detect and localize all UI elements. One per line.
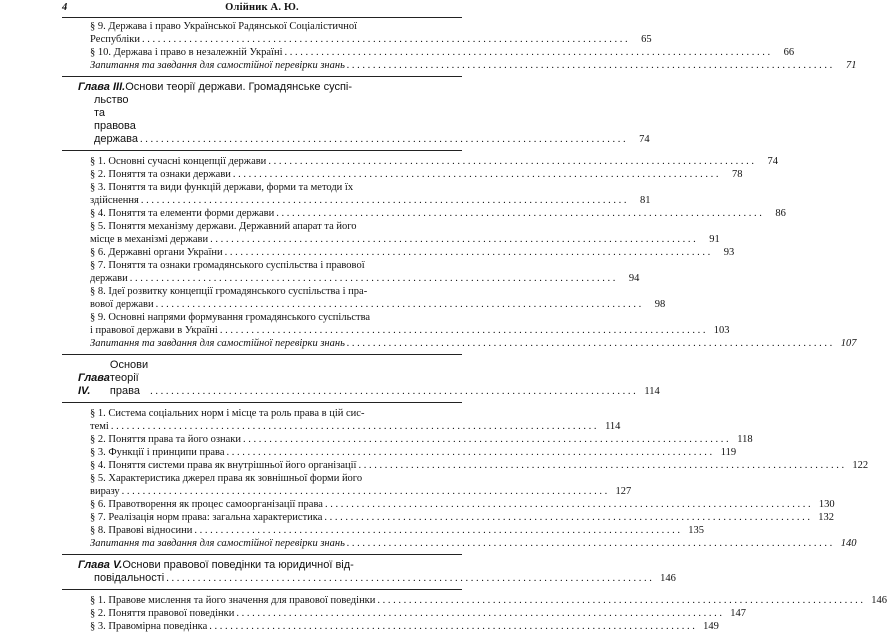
dot-leader: . . . . . . . . . . . . . . . . . . . . . . . . . . . . . . . . . . . . . . . . . . . . . . . . . . . . . . . . . . . . . . . . . . . . . . . . . . . . . . . . . . . . . . . . . . . . . bbox=[226, 447, 713, 458]
toc-page-number: 119 bbox=[720, 447, 737, 458]
toc-page-number: 74 bbox=[639, 134, 650, 145]
dot-leader: . . . . . . . . . . . . . . . . . . . . . . . . . . . . . . . . . . . . . . . . . . . . . . . . . . . . . . . . . . . . . . . . . . . . . . . . . . . . . . . . . . . . . . . . . . . . . bbox=[140, 195, 627, 206]
chapter-heading bbox=[62, 559, 676, 585]
chapter-title-cont: повідальності bbox=[94, 572, 165, 584]
toc-entry-text: § 1. Основні сучасні концепції держави bbox=[90, 156, 267, 167]
toc-page-number: 86 bbox=[775, 208, 786, 219]
toc-entry bbox=[62, 207, 786, 220]
toc-entry-text: § 5. Поняття механізму держави. Державний апарат та його bbox=[90, 221, 357, 232]
chapter-title: Основи правової поведінки та юридичної від- bbox=[122, 559, 354, 571]
toc-entry bbox=[62, 407, 621, 433]
toc-page-number: 146 bbox=[871, 595, 887, 606]
dot-leader: . . . . . . . . . . . . . . . . . . . . . . . . . . . . . . . . . . . . . . . . . . . . . . . . . . . . . . . . . . . . . . . . . . . . . . . . . . . . . . . . . . . . . . . . . . . . . bbox=[129, 273, 616, 284]
toc-entry-line bbox=[90, 246, 735, 259]
chapter-heading bbox=[62, 359, 660, 398]
toc-entry bbox=[62, 46, 795, 59]
toc-page-number: 122 bbox=[852, 460, 869, 471]
toc-entry-text: § 3. Функції і принципи права bbox=[90, 447, 225, 458]
chapter-divider bbox=[62, 554, 462, 555]
chapter-divider bbox=[62, 354, 462, 355]
dot-leader: . . . . . . . . . . . . . . . . . . . . . . . . . . . . . . . . . . . . . . . . . . . . . . . . . . . . . . . . . . . . . . . . . . . . . . . . . . . . . . . . . . . . . . . . . . . . . bbox=[121, 486, 608, 497]
toc-entry-text: Запитання та завдання для самостійної перевірки знань bbox=[90, 60, 345, 71]
toc-entry bbox=[62, 433, 753, 446]
toc-entry-line bbox=[90, 298, 666, 311]
dot-leader: . . . . . . . . . . . . . . . . . . . . . . . . . . . . . . . . . . . . . . . . . . . . . . . . . . . . . . . . . . . . . . . . . . . . . . . . . . . . . . . . . . . . . . . . . . . . . bbox=[150, 386, 636, 397]
toc-entry-text: § 10. Держава і право в незалежній Україні bbox=[90, 47, 283, 58]
toc-page-number: 135 bbox=[688, 525, 704, 536]
toc-entry bbox=[62, 155, 778, 168]
toc-entry bbox=[62, 259, 640, 285]
chapter-divider bbox=[62, 402, 462, 403]
toc-entry bbox=[62, 311, 730, 337]
toc-entry-text: Республіки bbox=[90, 34, 140, 45]
toc-page-number: 81 bbox=[639, 195, 651, 206]
chapter-heading-line bbox=[78, 81, 462, 94]
chapter-title: Основи теорії права bbox=[109, 359, 149, 397]
dot-leader: . . . . . . . . . . . . . . . . . . . . . . . . . . . . . . . . . . . . . . . . . . . . . . . . . . . . . . . . . . . . . . . . . . . . . . . . . . . . . . . . . . . . . . . . . . . . . bbox=[358, 460, 845, 471]
toc-entry bbox=[62, 472, 632, 498]
toc-entry-line bbox=[90, 207, 786, 220]
toc-entry-text: держави bbox=[90, 273, 128, 284]
toc-page-number: 91 bbox=[709, 234, 720, 245]
review-questions-entry bbox=[62, 537, 857, 550]
toc-entry-text: Запитання та завдання для самостійної перевірки знань bbox=[90, 338, 345, 349]
dot-leader: . . . . . . . . . . . . . . . . . . . . . . . . . . . . . . . . . . . . . . . . . . . . . . . . . . . . . . . . . . . . . . . . . . . . . . . . . . . . . . . . . . . . . . . . . . . . . bbox=[346, 538, 833, 549]
toc-entry bbox=[62, 607, 747, 620]
toc-entry bbox=[62, 511, 835, 524]
toc-page-number: 107 bbox=[840, 338, 857, 349]
toc-entry bbox=[62, 168, 743, 181]
toc-entry bbox=[62, 524, 704, 537]
toc-entry-line bbox=[90, 337, 857, 350]
toc-entry-text: § 9. Держава і право Української Радянської Соціалістичної bbox=[90, 21, 358, 32]
toc-entry-text: § 9. Основні напрями формування громадянського суспільства bbox=[90, 312, 371, 323]
dot-leader: . . . . . . . . . . . . . . . . . . . . . . . . . . . . . . . . . . . . . . . . . . . . . . . . . . . . . . . . . . . . . . . . . . . . . . . . . . . . . . . . . . . . . . . . . . . . . bbox=[110, 421, 597, 432]
dot-leader: . . . . . . . . . . . . . . . . . . . . . . . . . . . . . . . . . . . . . . . . . . . . . . . . . . . . . . . . . . . . . . . . . . . . . . . . . . . . . . . . . . . . . . . . . . . . . bbox=[346, 60, 833, 71]
dot-leader: . . . . . . . . . . . . . . . . . . . . . . . . . . . . . . . . . . . . . . . . . . . . . . . . . . . . . . . . . . . . . . . . . . . . . . . . . . . . . . . . . . . . . . . . . . . . . bbox=[141, 34, 628, 45]
dot-leader: . . . . . . . . . . . . . . . . . . . . . . . . . . . . . . . . . . . . . . . . . . . . . . . . . . . . . . . . . . . . . . . . . . . . . . . . . . . . . . . . . . . . . . . . . . . . . bbox=[224, 247, 711, 258]
dot-leader: . . . . . . . . . . . . . . . . . . . . . . . . . . . . . . . . . . . . . . . . . . . . . . . . . . . . . . . . . . . . . . . . . . . . . . . . . . . . . . . . . . . . . . . . . . . . . bbox=[284, 47, 771, 58]
toc-entry-text: § 6. Державні органи України bbox=[90, 247, 223, 258]
chapter-divider bbox=[62, 589, 462, 590]
toc-entry-text: § 1. Правове мислення та його значення для правової поведінки bbox=[90, 595, 376, 606]
toc-entry-text: і правової держави в Україні bbox=[90, 325, 218, 336]
review-questions-entry bbox=[62, 59, 857, 72]
toc-entry bbox=[62, 220, 720, 246]
toc-entry-line bbox=[90, 168, 743, 181]
toc-entry-line bbox=[90, 446, 737, 459]
toc-entry-text: § 6. Правотворення як процес самоорганізації права bbox=[90, 499, 323, 510]
dot-leader: . . . . . . . . . . . . . . . . . . . . . . . . . . . . . . . . . . . . . . . . . . . . . . . . . . . . . . . . . . . . . . . . . . . . . . . . . . . . . . . . . . . . . . . . . . . . . bbox=[346, 338, 833, 349]
toc-entry-text: § 2. Поняття та ознаки держави bbox=[90, 169, 231, 180]
toc-page-number: 66 bbox=[783, 47, 795, 58]
toc-entry bbox=[62, 446, 737, 459]
dot-leader: . . . . . . . . . . . . . . . . . . . . . . . . . . . . . . . . . . . . . . . . . . . . . . . . . . . . . . . . . . . . . . . . . . . . . . . . . . . . . . . . . . . . . . . . . . . . . bbox=[209, 621, 695, 632]
review-questions-entry bbox=[62, 337, 857, 350]
dot-leader: . . . . . . . . . . . . . . . . . . . . . . . . . . . . . . . . . . . . . . . . . . . . . . . . . . . . . . . . . . . . . . . . . . . . . . . . . . . . . . . . . . . . . . . . . . . . . bbox=[324, 499, 811, 510]
running-header bbox=[62, 3, 462, 18]
chapter-label: Глава III. bbox=[78, 81, 126, 93]
toc-entry-line bbox=[90, 485, 632, 498]
toc-entry-line bbox=[90, 59, 857, 72]
toc-page-number: 114 bbox=[644, 386, 660, 397]
toc-entry-text: § 4. Поняття системи права як внутрішньої його організації bbox=[90, 460, 357, 471]
toc-entry-text: § 7. Поняття та ознаки громадянського суспільства і правової bbox=[90, 260, 365, 271]
toc-entry-line bbox=[90, 194, 651, 207]
toc-entry-line bbox=[90, 324, 730, 337]
toc-entry-text: § 4. Поняття та елементи форми держави bbox=[90, 208, 275, 219]
toc-page-number: 65 bbox=[641, 34, 652, 45]
toc-entry bbox=[62, 620, 719, 633]
toc-entry bbox=[62, 20, 652, 46]
chapter-heading-line bbox=[78, 359, 660, 398]
chapter-title-cont: льство та правова держава bbox=[94, 94, 138, 145]
toc-entry-text: темі bbox=[90, 421, 109, 432]
dot-leader: . . . . . . . . . . . . . . . . . . . . . . . . . . . . . . . . . . . . . . . . . . . . . . . . . . . . . . . . . . . . . . . . . . . . . . . . . . . . . . . . . . . . . . . . . . . . . bbox=[377, 595, 864, 606]
toc-entry-line bbox=[90, 233, 720, 246]
toc-page-number: 132 bbox=[818, 512, 835, 523]
chapter-divider bbox=[62, 150, 462, 151]
chapter-divider bbox=[62, 76, 462, 77]
toc-page-number: 98 bbox=[654, 299, 666, 310]
toc-page-number: 114 bbox=[605, 421, 621, 432]
chapter-title: Основи теорії держави. Громадянське суспі- bbox=[125, 81, 353, 93]
toc-entry-text: § 7. Реалізація норм права: загальна характеристика bbox=[90, 512, 323, 523]
dot-leader: . . . . . . . . . . . . . . . . . . . . . . . . . . . . . . . . . . . . . . . . . . . . . . . . . . . . . . . . . . . . . . . . . . . . . . . . . . . . . . . . . . . . . . . . . . . . . bbox=[166, 573, 652, 584]
toc-entry-line bbox=[90, 33, 652, 46]
chapter-heading-line bbox=[78, 559, 462, 572]
dot-leader: . . . . . . . . . . . . . . . . . . . . . . . . . . . . . . . . . . . . . . . . . . . . . . . . . . . . . . . . . . . . . . . . . . . . . . . . . . . . . . . . . . . . . . . . . . . . . bbox=[232, 169, 719, 180]
toc-entry-text: § 3. Поняття та види функцій держави, форми та методи їх bbox=[90, 182, 354, 193]
toc-entry-line bbox=[90, 537, 857, 550]
toc-entry-line bbox=[90, 272, 640, 285]
table-of-contents bbox=[62, 20, 887, 633]
toc-entry-line bbox=[90, 594, 887, 607]
toc-entry-line bbox=[90, 511, 835, 524]
toc-page-number: 140 bbox=[840, 538, 857, 549]
toc-entry-text: § 2. Поняття правової поведінки bbox=[90, 608, 235, 619]
dot-leader: . . . . . . . . . . . . . . . . . . . . . . . . . . . . . . . . . . . . . . . . . . . . . . . . . . . . . . . . . . . . . . . . . . . . . . . . . . . . . . . . . . . . . . . . . . . . . bbox=[210, 234, 696, 245]
toc-page-number: 103 bbox=[713, 325, 730, 336]
dot-leader: . . . . . . . . . . . . . . . . . . . . . . . . . . . . . . . . . . . . . . . . . . . . . . . . . . . . . . . . . . . . . . . . . . . . . . . . . . . . . . . . . . . . . . . . . . . . . bbox=[236, 608, 723, 619]
toc-page-number: 93 bbox=[723, 247, 735, 258]
dot-leader: . . . . . . . . . . . . . . . . . . . . . . . . . . . . . . . . . . . . . . . . . . . . . . . . . . . . . . . . . . . . . . . . . . . . . . . . . . . . . . . . . . . . . . . . . . . . . bbox=[155, 299, 642, 310]
chapter-label: Глава V. bbox=[78, 559, 123, 571]
toc-page-number: 149 bbox=[703, 621, 719, 632]
dot-leader: . . . . . . . . . . . . . . . . . . . . . . . . . . . . . . . . . . . . . . . . . . . . . . . . . . . . . . . . . . . . . . . . . . . . . . . . . . . . . . . . . . . . . . . . . . . . . bbox=[276, 208, 762, 219]
toc-page-number: 74 bbox=[767, 156, 778, 167]
toc-entry-line bbox=[90, 155, 778, 168]
dot-leader: . . . . . . . . . . . . . . . . . . . . . . . . . . . . . . . . . . . . . . . . . . . . . . . . . . . . . . . . . . . . . . . . . . . . . . . . . . . . . . . . . . . . . . . . . . . . . bbox=[324, 512, 811, 523]
toc-page-number: 78 bbox=[732, 169, 743, 180]
chapter-label: Глава IV. bbox=[78, 372, 110, 397]
toc-entry-text: § 3. Правомірна поведінка bbox=[90, 621, 208, 632]
toc-entry bbox=[62, 285, 666, 311]
toc-entry bbox=[62, 594, 887, 607]
toc-page-number: 127 bbox=[615, 486, 632, 497]
dot-leader: . . . . . . . . . . . . . . . . . . . . . . . . . . . . . . . . . . . . . . . . . . . . . . . . . . . . . . . . . . . . . . . . . . . . . . . . . . . . . . . . . . . . . . . . . . . . . bbox=[219, 325, 706, 336]
chapter-heading-line bbox=[78, 94, 650, 146]
toc-entry-line bbox=[90, 433, 753, 446]
dot-leader: . . . . . . . . . . . . . . . . . . . . . . . . . . . . . . . . . . . . . . . . . . . . . . . . . . . . . . . . . . . . . . . . . . . . . . . . . . . . . . . . . . . . . . . . . . . . . bbox=[268, 156, 754, 167]
toc-entry-text: виразу bbox=[90, 486, 120, 497]
page-number: 4 bbox=[62, 2, 68, 13]
chapter-heading bbox=[62, 81, 650, 146]
toc-page-number: 71 bbox=[846, 60, 857, 71]
toc-page-number: 94 bbox=[628, 273, 640, 284]
toc-page-number: 118 bbox=[737, 434, 753, 445]
toc-entry-text: § 2. Поняття права та його ознаки bbox=[90, 434, 241, 445]
toc-entry-text: вової держави bbox=[90, 299, 154, 310]
toc-entry-line bbox=[90, 498, 835, 511]
dot-leader: . . . . . . . . . . . . . . . . . . . . . . . . . . . . . . . . . . . . . . . . . . . . . . . . . . . . . . . . . . . . . . . . . . . . . . . . . . . . . . . . . . . . . . . . . . . . . bbox=[242, 434, 729, 445]
dot-leader: . . . . . . . . . . . . . . . . . . . . . . . . . . . . . . . . . . . . . . . . . . . . . . . . . . . . . . . . . . . . . . . . . . . . . . . . . . . . . . . . . . . . . . . . . . . . . bbox=[139, 134, 626, 145]
toc-entry bbox=[62, 181, 651, 207]
toc-entry-line bbox=[90, 46, 795, 59]
toc-entry bbox=[62, 459, 869, 472]
toc-entry-text: § 8. Ідеї розвитку концепції громадянського суспільства і пра- bbox=[90, 286, 368, 297]
toc-entry-line bbox=[90, 524, 704, 537]
toc-entry-line bbox=[90, 420, 621, 433]
chapter-heading-line bbox=[78, 572, 676, 585]
toc-entry-text: § 1. Система соціальних норм і місце та роль права в цій сис- bbox=[90, 408, 365, 419]
toc-entry-line bbox=[90, 459, 869, 472]
toc-entry-text: Запитання та завдання для самостійної перевірки знань bbox=[90, 538, 345, 549]
toc-page-number: 147 bbox=[730, 608, 747, 619]
toc-entry bbox=[62, 246, 735, 259]
dot-leader: . . . . . . . . . . . . . . . . . . . . . . . . . . . . . . . . . . . . . . . . . . . . . . . . . . . . . . . . . . . . . . . . . . . . . . . . . . . . . . . . . . . . . . . . . . . . . bbox=[194, 525, 680, 536]
running-header-author: Олійник А. Ю. bbox=[225, 2, 299, 13]
toc-entry-line bbox=[90, 620, 719, 633]
toc-entry-text: § 5. Характеристика джерел права як зовнішньої форми його bbox=[90, 473, 363, 484]
toc-entry-text: § 8. Правові відносини bbox=[90, 525, 193, 536]
toc-page-number: 146 bbox=[660, 573, 676, 584]
toc-entry-line bbox=[90, 607, 747, 620]
toc-entry-text: здійснення bbox=[90, 195, 139, 206]
toc-entry bbox=[62, 498, 835, 511]
toc-entry-text: місце в механізмі держави bbox=[90, 234, 209, 245]
toc-page-number: 130 bbox=[818, 499, 835, 510]
